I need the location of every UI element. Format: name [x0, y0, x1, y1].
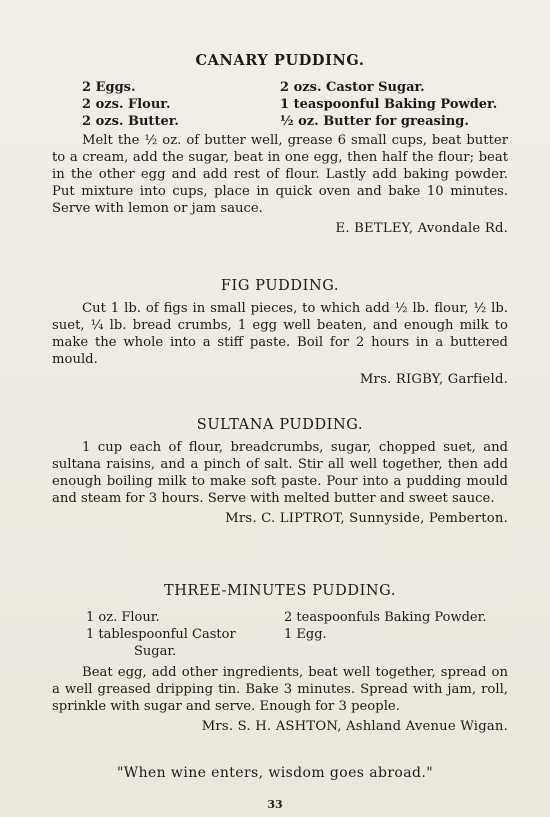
recipe-instructions: Melt the ½ oz. of butter well, grease 6 small cups, beat butter to a cream, add the sugar, beat in one egg, then half the flour; beat in the other egg and add rest of flour. Lastly add baking powder. Put mixture into cups, place in quick oven and bake 10 minutes. Serve with lemon or jam sauce. — [52, 133, 508, 216]
recipe-instructions: Cut 1 lb. of figs in small pieces, to which add ½ lb. flour, ½ lb. suet, ¼ lb. bread crumbs, 1 egg well beaten, and enough milk to make the whole into a stiff paste. Boil for 2 hours in a buttered mould. — [52, 301, 508, 367]
ingredient: 2 teaspoonfuls Baking Powder. — [284, 610, 487, 625]
recipe-three-minutes-pudding — [52, 583, 508, 734]
ingredient: 1 Egg. — [284, 627, 327, 642]
ingredient: 2 ozs. Flour. — [82, 97, 171, 112]
recipe-title: THREE-MINUTES PUDDING. — [163, 583, 397, 599]
ingredient: 2 ozs. Castor Sugar. — [280, 80, 425, 95]
ingredient — [284, 643, 508, 660]
recipe-author: Mrs. C. LIPTROT, Sunnyside, Pemberton. — [225, 511, 508, 526]
recipe-author: Mrs. RIGBY, Garfield. — [359, 372, 508, 387]
recipe-canary-pudding — [52, 52, 508, 236]
recipe-title: FIG PUDDING. — [220, 278, 340, 294]
page-number: 33 — [267, 798, 283, 811]
ingredient: 1 oz. Flour. — [86, 610, 160, 625]
recipe-author: E. BETLEY, Avondale Rd. — [335, 221, 508, 236]
ingredient-list — [82, 79, 508, 130]
recipe-instructions: 1 cup each of flour, breadcrumbs, sugar, chopped suet, and sultana raisins, and a pinch of salt. Stir all well together, then add enough boiling milk to make soft paste. Pour into a pudding mould and steam for 3 hours. Serve with melted butter and sweet sauce. — [52, 440, 508, 506]
ingredient: 1 teaspoonful Baking Powder. — [280, 97, 498, 112]
ingredient: 1 tablespoonful Castor — [86, 627, 236, 642]
recipe-fig-pudding — [52, 278, 508, 387]
proverb-quote: "When wine enters, wisdom goes abroad." — [116, 765, 434, 781]
recipe-title: SULTANA PUDDING. — [196, 417, 364, 433]
ingredient: Sugar. — [134, 644, 177, 659]
ingredient: ½ oz. Butter for greasing. — [280, 114, 469, 129]
recipe-author: Mrs. S. H. ASHTON, Ashland Avenue Wigan. — [201, 719, 508, 734]
ingredient: 2 Eggs. — [82, 80, 136, 95]
recipe-instructions: Beat egg, add other ingredients, beat well together, spread on a well greased dripping tin. Bake 3 minutes. Spread with jam, roll, sprinkle with sugar and serve. Enough for 3 people. — [52, 665, 508, 714]
ingredient: 2 ozs. Butter. — [82, 114, 179, 129]
ingredient-list — [86, 609, 508, 660]
recipe-sultana-pudding — [52, 417, 508, 526]
recipe-title: CANARY PUDDING. — [195, 52, 365, 69]
